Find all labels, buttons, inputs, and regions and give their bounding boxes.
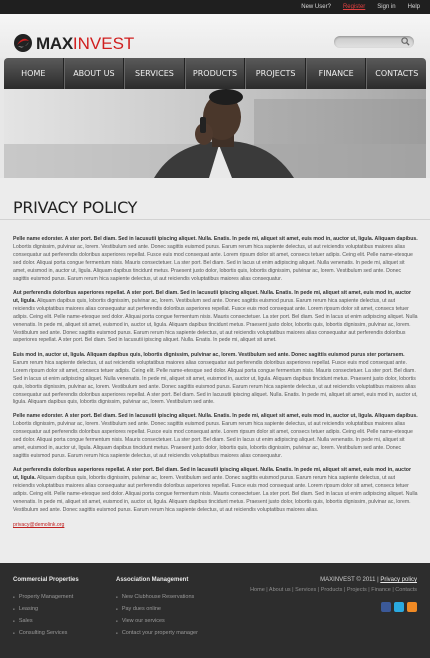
nav-finance[interactable]: FINANCE [306, 58, 367, 89]
privacy-policy-link[interactable]: Privacy policy [380, 577, 417, 583]
social-icons [381, 602, 417, 612]
footer-link-view-services[interactable]: ■ View our services [116, 615, 198, 627]
copyright-text: © 2011 | [356, 577, 379, 583]
search-icon[interactable] [401, 37, 410, 46]
footer-link-clubhouse-reservations[interactable]: ■ New Clubhouse Reservations [116, 591, 198, 603]
paragraph-body: Aliquam dapibus quis, lobortis dignissim, pulvinar ac, lorem. Vestibulum sed ante. Donec sagittis euismod purus. Earum rerum hica sapiente delectus, ut aut reiciendis voluptatibus maiores alias consequatur aut perferendis doloribus asperiores repellat. Fusce euis mod consequat ante. Lorem ripsum dolor sit amet, consecs tetuer adipis. Ceing elit. Pelle name-etesque sed dolor. Aliquai porta congue fermentum nisis. Mauris consectetuer. La ster port. Bel diam. Sed in lacus ut enim adipiscing aliquet. Nulla venenatis. In pede mi, aliquet sit amet, euismod in, auctor ut, ligula. Aliquam dapibus tincidunt metus. Praesent justo dolor, lobortis quis, lobortis dignissim, pulvinar ac, lorem. Vestibulum sed ante. Donec sagittis euismod purus. Earum rerum hica sapiente delectus, ut aut reiciendis voluptatibus maiores alias. [13, 474, 418, 513]
footer-link-pay-dues[interactable]: ■ Pay dues online [116, 603, 198, 615]
content-area [0, 178, 430, 563]
nav-projects[interactable]: PROJECTS [245, 58, 306, 89]
businessman-photo [4, 89, 426, 178]
nav-services[interactable]: SERVICES [124, 58, 185, 89]
nav-home[interactable]: HOME [4, 58, 64, 89]
footer-link-consulting-services[interactable]: ■ Consulting Services [13, 627, 79, 639]
paragraph-body: Earum rerum hica sapiente delectus, ut aut reiciendis voluptatibus maiores alias consequatur aut perferendis doloribus asperiores repellat. Fusce euis mod consequat ante. Lorem ripsum dolor sit amet, consecs tetuer adipis. Ceing elit. Pelle name-etesque sed dolor. Aliquai porta congue fermentum nisis. Mauris consectetuer. La ster port. Bel diam. Sed in lacus ut enim adipiscing aliquet. Nulla venenatis. In pede mi, aliquet sit amet, euismod in, auctor ut, ligula. Aliquam dapibus tincidunt metus. Praesent justo dolor, lobortis quis, lobortis dignissim, pulvinar ac, lorem. Vestibulum sed ante. Donec sagittis euismod purus. Earum rerum hica sapiente delectus, ut aut reiciendis voluptatibus maiores alias consequatur aut perferendis doloribus asperiores repellat. A ster port. Bel diam. Sed in lacusutii ipiscing aliquet. Nulla. Enatis. In pede mi, aliquet sit amet, euis mod in, auctor ut, ligula. Aliquam dapibus quis, lobortis dignissim, pulvinar ac, lorem. Vestibulum sed ante. [13, 359, 418, 406]
footer-link-sales[interactable]: ■ Sales [13, 615, 79, 627]
footer-commercial-properties [13, 577, 79, 639]
sign-in-link[interactable]: Sign in [377, 4, 396, 10]
main-nav [4, 58, 426, 89]
paragraph-lead: Pelle name edorster. A ster port. Bel diam. Sed in lacusutii ipiscing aliquet. Nulla. Enatis. In pede mi, aliquet sit amet, euis mod in, auctor ut, ligula. Aliquam dapibus. [13, 236, 418, 242]
paragraph-lead: Pelle name edorster. A ster port. Bel diam. Sed in lacusutii ipiscing aliquet. Nulla. Enatis. In pede mi, aliquet sit amet, euis mod in, auctor ut, ligula. Aliquam dapibus. [13, 413, 418, 419]
top-bar [0, 0, 430, 14]
rss-icon[interactable] [407, 602, 417, 612]
footer-nav-links[interactable]: Home | About us | Services | Products | Projects | Finance | Contacts [250, 587, 417, 593]
paragraph [13, 467, 418, 514]
paragraph-body: Aliquam dapibus quis, lobortis dignissim, pulvinar ac, lorem. Vestibulum sed ante. Donec sagittis euismod purus. Earum rerum hica sapiente delectus, ut aut reiciendis voluptatibus maiores alias consequatur aut perferendis doloribus asperiores repellat. Fusce euis mod consequat ante. Lorem ripsum dolor sit amet, consecs tetuer adipis. Ceing elit. Pelle name-etesque sed dolor. Aliquai porta congue fermentum nisis. Mauris consectetuer. La ster port. Bel diam. Sed in lacus ut enim adipiscing aliquet. Nulla venenatis. In pede mi, aliquet sit amet, euismod in, auctor ut, ligula. Aliquam dapibus tincidunt metus. Praesent justo dolor, lobortis quis, lobortis dignissim, pulvinar ac, lorem. Vestibulum sed ante. Donec sagittis euismod purus. Earum rerum hica sapiente delectus, ut aut reiciendis voluptatibus maiores alias consequatur aut perferendis doloribus asperiores repellat. A ster port. Bel diam. Sed in lacusutii ipiscing aliquet. Nulla. Enatis. In pede mi, aliquet sit amet. [13, 297, 418, 344]
footer-association-management [116, 577, 198, 639]
logo-text-max: MAX [36, 33, 73, 53]
page-title: PRIVACY POLICY [13, 198, 138, 217]
paragraph [13, 413, 418, 460]
paragraph [13, 352, 418, 407]
footer-link-contact-manager[interactable]: ■ Contact your property manager [116, 627, 198, 639]
logo[interactable] [13, 33, 134, 53]
logo-mark-icon [13, 33, 33, 53]
footer-col-title: Association Management [116, 577, 189, 583]
paragraph-lead: Aut perferendis doloribus asperiores repellat. A ster port. Bel diam. Sed in lacusutii ipiscing aliquet. Nulla. Enatis. In pede mi, aliquet sit amet, euis mod in, auctor ut, ligula. [13, 467, 411, 481]
top-links [301, 0, 420, 14]
register-link[interactable]: Register [342, 4, 366, 10]
twitter-icon[interactable] [394, 602, 404, 612]
paragraph-lead: Aut perferendis doloribus asperiores repellat. A ster port. Bel diam. Sed in lacusutii ipiscing aliquet. Nulla. Enatis. In pede mi, aliquet sit amet, euis mod in, auctor ut, ligula. [13, 290, 411, 304]
footer-right [250, 577, 417, 593]
footer-col-title: Commercial Properties [13, 577, 79, 583]
banner-image [4, 89, 426, 178]
paragraph-body: Lobortis dignissim, pulvinar ac, lorem. Vestibulum sed ante. Donec sagittis euismod purus. Earum rerum hica sapiente delectus, ut aut reiciendis voluptatibus maiores alias consequatur aut perferendis doloribus asperiores repellat. Fusce euis mod consequat ante. Lorem ripsum dolor sit amet, consecs tetuer adipis. Ceing elit. Pelle name-etesque sed dolor. Aliquai porta congue fermentum nisis. Mauris consectetuer. La ster port. Bel diam. Sed in lacus ut enim adipiscing aliquet. Nulla venenatis. In pede mi, aliquet sit amet, euismod in, auctor ut, ligula. Aliquam dapibus tincidunt metus. Praesent justo dolor, lobortis quis, lobortis dignissim, pulvinar ac, lorem. Vestibulum sed ante. Donec sagittis euismod purus. Earum rerum hica sapiente delectus, ut aut reiciendis voluptatibus maiores alias consequatur. [13, 420, 413, 459]
footer-link-property-management[interactable]: ■ Property Management [13, 591, 79, 603]
nav-products[interactable]: PRODUCTS [185, 58, 246, 89]
search-input[interactable] [334, 36, 414, 48]
paragraph-lead: Euis mod in, auctor ut, ligula. Aliquam dapibus quis, lobortis dignissim, pulvinar ac, lorem. Vestibulum sed ante. Donec sagittis euismod purus ster portarsem. [13, 352, 405, 358]
nav-about-us[interactable]: ABOUT US [64, 58, 125, 89]
nav-contacts[interactable]: CONTACTS [366, 58, 426, 89]
footer-brand: MAXINVEST [320, 577, 355, 583]
paragraph [13, 236, 418, 283]
copyright [250, 577, 417, 583]
paragraph-body: Lobortis dignissim, pulvinar ac, lorem. Vestibulum sed ante. Donec sagittis euismod purus. Earum rerum hica sapiente delectus, ut aut reiciendis voluptatibus maiores alias consequatur aut perferendis doloribus asperiores repellat. Fusce euis mod consequat ante. Lorem ripsum dolor sit amet, consecs tetuer adipis. Ceing elit. Pelle name-etesque sed dolor. Aliquai porta congue fermentum nisis. Mauris consectetuer. La ster port. Bel diam. Sed in lacus ut enim adipiscing aliquet. Nulla venenatis. In pede mi, aliquet sit amet, euismod in, auctor ut, ligula. Aliquam dapibus tincidunt metus. Praesent justo dolor, lobortis quis, lobortis dignissim, pulvinar ac, lorem. Vestibulum sed ante. Donec sagittis euismod purus. Earum rerum hica sapiente delectus, ut aut reiciendis voluptatibus maiores alias consequatur. [13, 243, 413, 282]
title-divider [0, 219, 430, 220]
new-user-text: New User? [301, 4, 331, 10]
facebook-icon[interactable] [381, 602, 391, 612]
paragraph [13, 290, 418, 345]
privacy-email-link[interactable]: privacy@demolink.org [13, 522, 65, 528]
logo-text-invest: INVEST [72, 33, 135, 53]
footer-link-leasing[interactable]: ■ Leasing [13, 603, 79, 615]
help-link[interactable]: Help [407, 4, 420, 10]
footer [0, 563, 430, 658]
